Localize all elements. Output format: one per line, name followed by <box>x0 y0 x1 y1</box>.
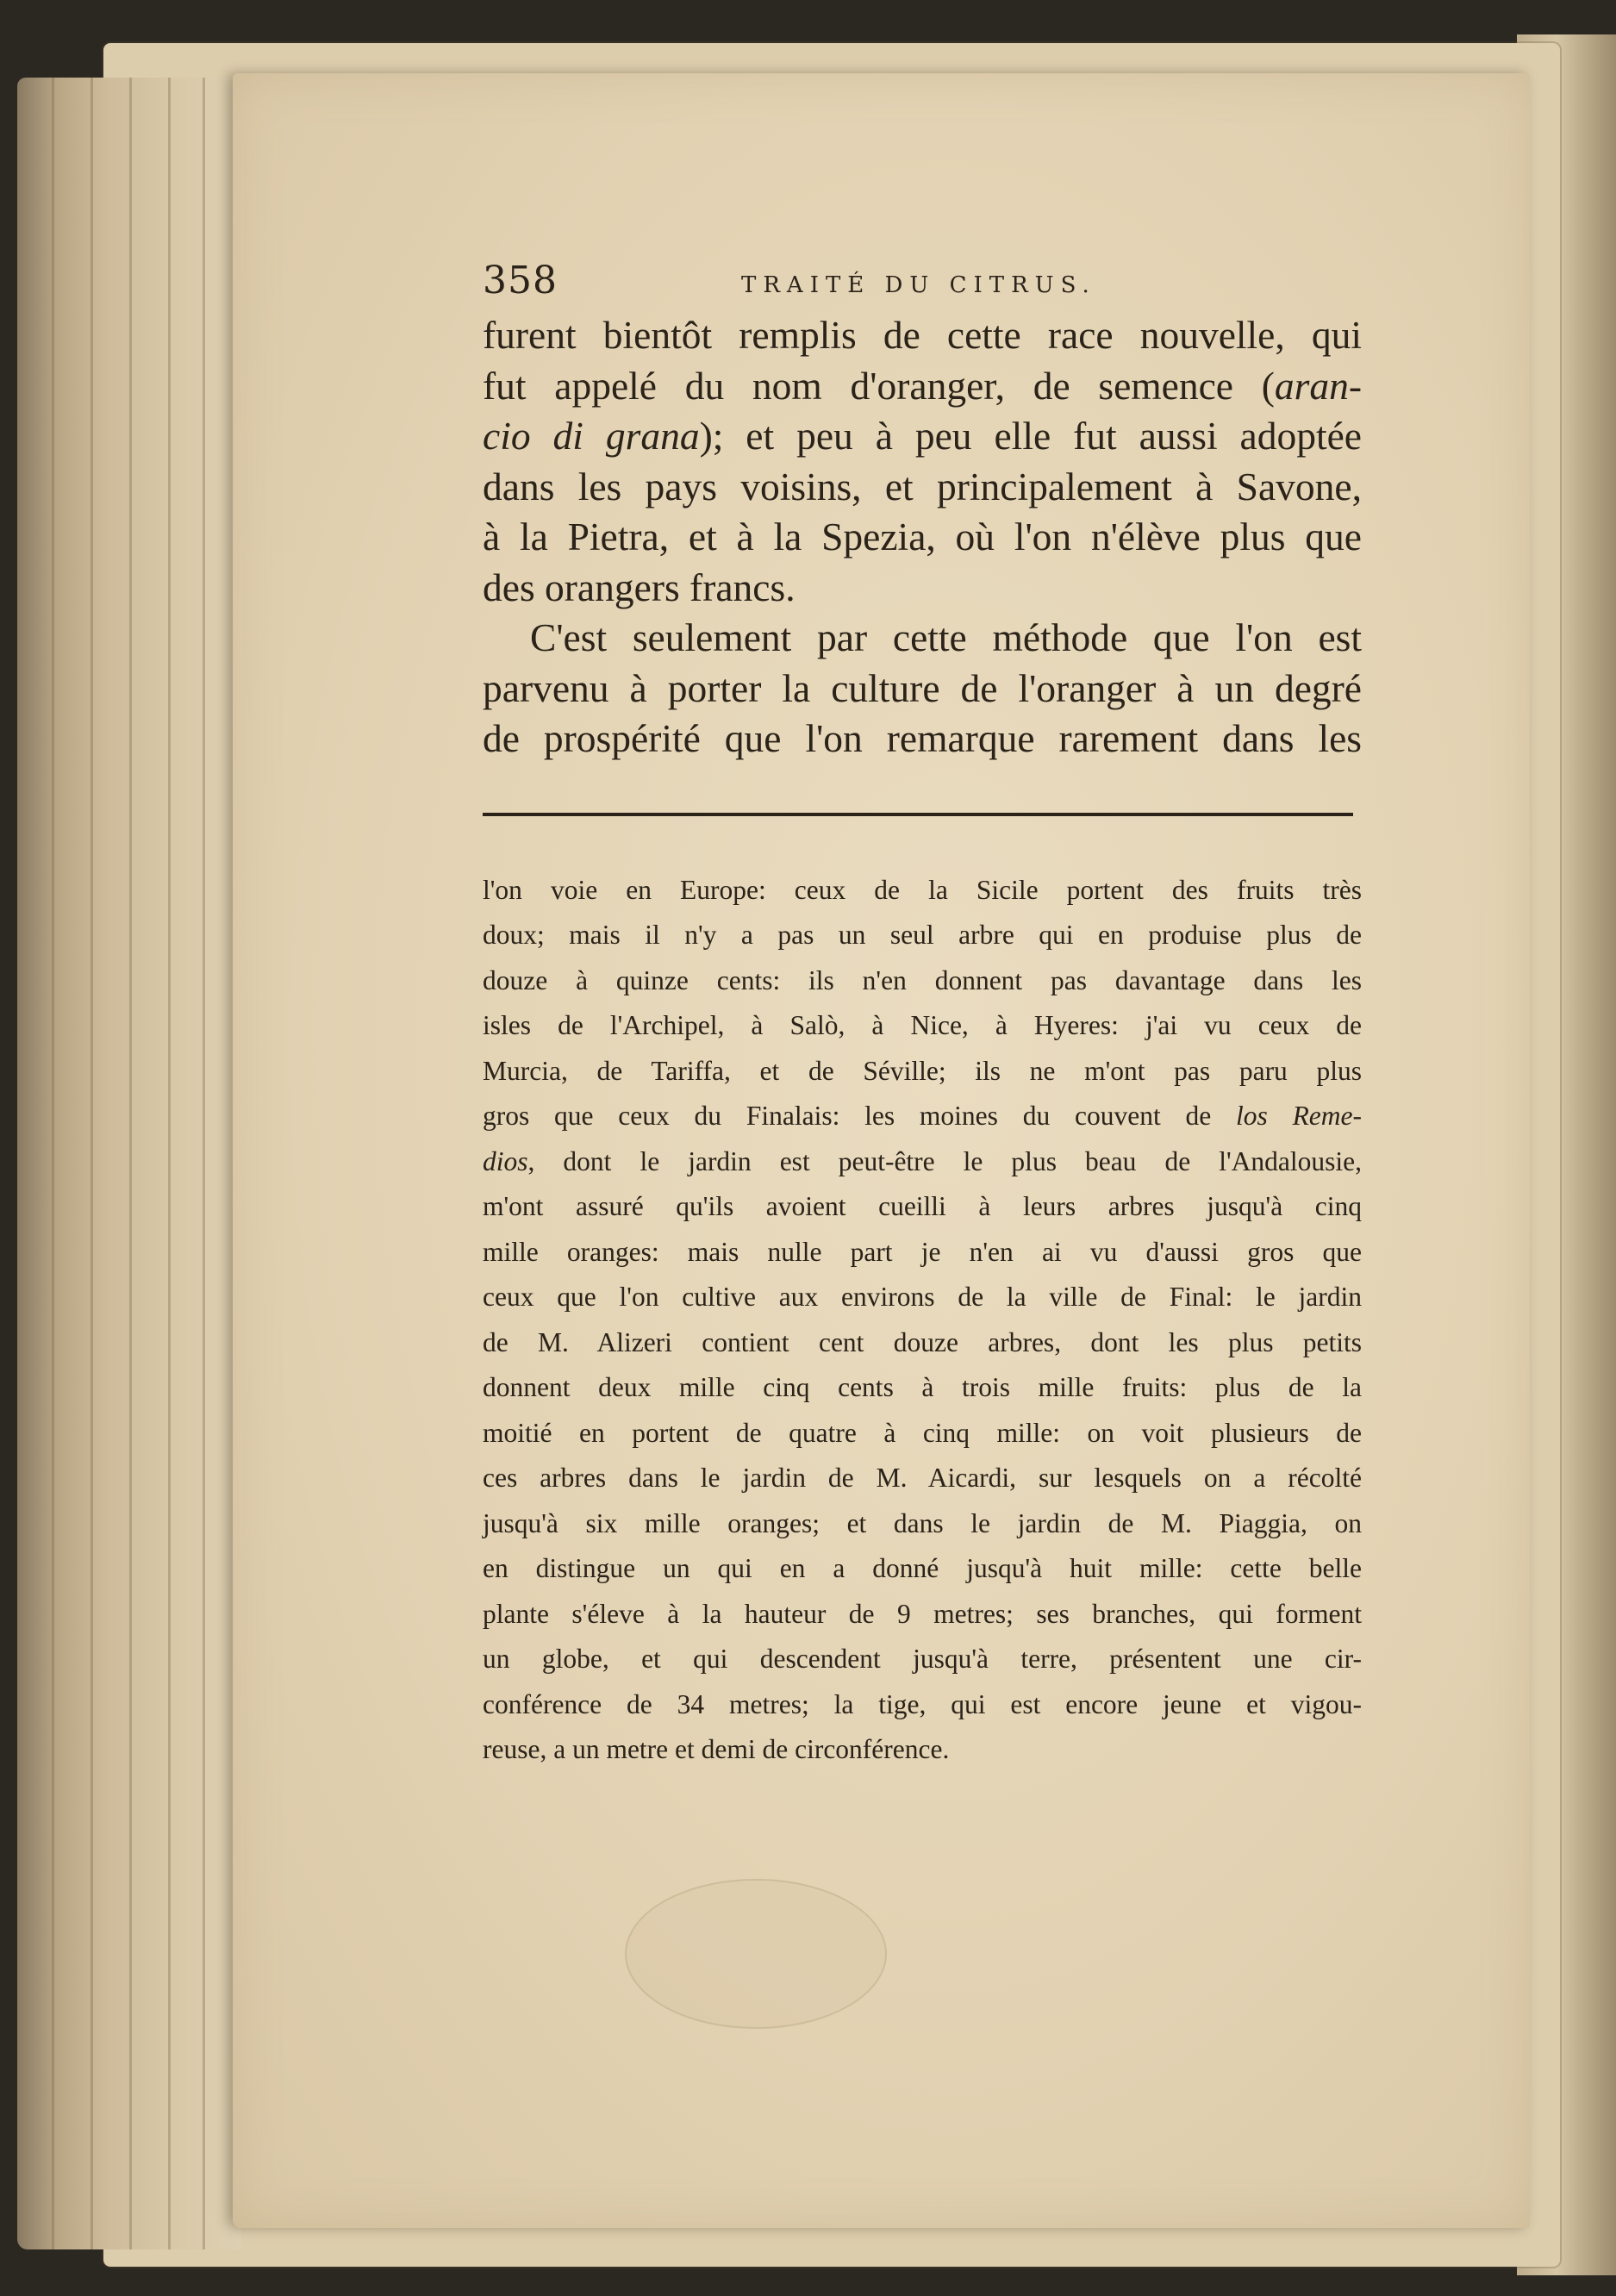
page-stack-edges <box>17 78 241 2249</box>
main-text-line: furent bientôt remplis de cette race nouvelle, qui <box>483 313 1362 357</box>
footnote-line: l'on voie en Europe: ceux de la Sicile portent des fruits très <box>483 874 1362 905</box>
main-text <box>483 310 1362 764</box>
footnote-line: doux; mais il n'y a pas un seul arbre qui en produise plus de <box>483 920 1362 950</box>
footnote-line: dios, dont le jardin est peut-être le plus beau de l'Andalousie, <box>483 1145 1362 1176</box>
main-text-line: dans les pays voisins, et principalement à Savone, <box>483 464 1362 508</box>
footnote-line: isles de l'Archipel, à Salò, à Nice, à Hyeres: j'ai vu ceux de <box>483 1010 1362 1040</box>
footnote-line: donnent deux mille cinq cents à trois mille fruits: plus de la <box>483 1372 1362 1402</box>
footnote-line: de M. Alizeri contient cent douze arbres, dont les plus petits <box>483 1326 1362 1357</box>
main-text-line: des orangers francs. <box>483 565 796 609</box>
page-text-block <box>483 259 1362 1773</box>
main-text-line: C'est seulement par cette méthode que l'on est <box>530 615 1362 659</box>
footnote-line: ces arbres dans le jardin de M. Aicardi, sur lesquels on a récolté <box>483 1463 1362 1493</box>
footnote-line: moitié en portent de quatre à cinq mille: on voit plusieurs de <box>483 1417 1362 1448</box>
footnote-line: jusqu'à six mille oranges; et dans le jardin de M. Piaggia, on <box>483 1507 1362 1538</box>
footnote-line: mille oranges: mais nulle part je n'en ai vu d'aussi gros que <box>483 1236 1362 1267</box>
footnote-text <box>483 868 1362 1773</box>
footnote-line: plante s'éleve à la hauteur de 9 metres; ses branches, qui forment <box>483 1598 1362 1629</box>
footnote-line: douze à quinze cents: ils n'en donnent pas davantage dans les <box>483 964 1362 995</box>
footnote-line: gros que ceux du Finalais: les moines du couvent de los Reme- <box>483 1101 1363 1131</box>
footnote-line: en distingue un qui en a donné jusqu'à huit mille: cette belle <box>483 1553 1362 1583</box>
paper-stain <box>625 1879 887 2029</box>
running-title: TRAITÉ DU CITRUS. <box>741 272 1096 298</box>
footnote-line: Murcia, de Tariffa, et de Séville; ils ne m'ont pas paru plus <box>483 1055 1362 1086</box>
footnote-line: un globe, et qui descendent jusqu'à terre, présentent une cir- <box>483 1644 1362 1674</box>
footnote-line: conférence de 34 metres; la tige, qui est encore jeune et vigou- <box>483 1688 1362 1719</box>
footnote-line: ceux que l'on cultive aux environs de la ville de Final: le jardin <box>483 1282 1362 1312</box>
footnote-line: reuse, a un metre et demi de circonférence. <box>483 1734 950 1764</box>
main-text-line: à la Pietra, et à la Spezia, où l'on n'élève plus que <box>483 515 1362 558</box>
main-text-line: parvenu à porter la culture de l'oranger à un degré <box>483 665 1362 710</box>
page-number: 358 <box>483 259 558 303</box>
main-text-line: fut appelé du nom d'oranger, de semence (aran- <box>483 363 1362 408</box>
running-head <box>483 259 1362 310</box>
main-text-line: cio di grana); et peu à peu elle fut aussi adoptée <box>483 414 1362 458</box>
main-text-line: de prospérité que l'on remarque rarement dans les <box>483 716 1362 760</box>
footnote-rule <box>483 813 1353 816</box>
footnote-line: m'ont assuré qu'ils avoient cueilli à leurs arbres jusqu'à cinq <box>483 1191 1362 1221</box>
